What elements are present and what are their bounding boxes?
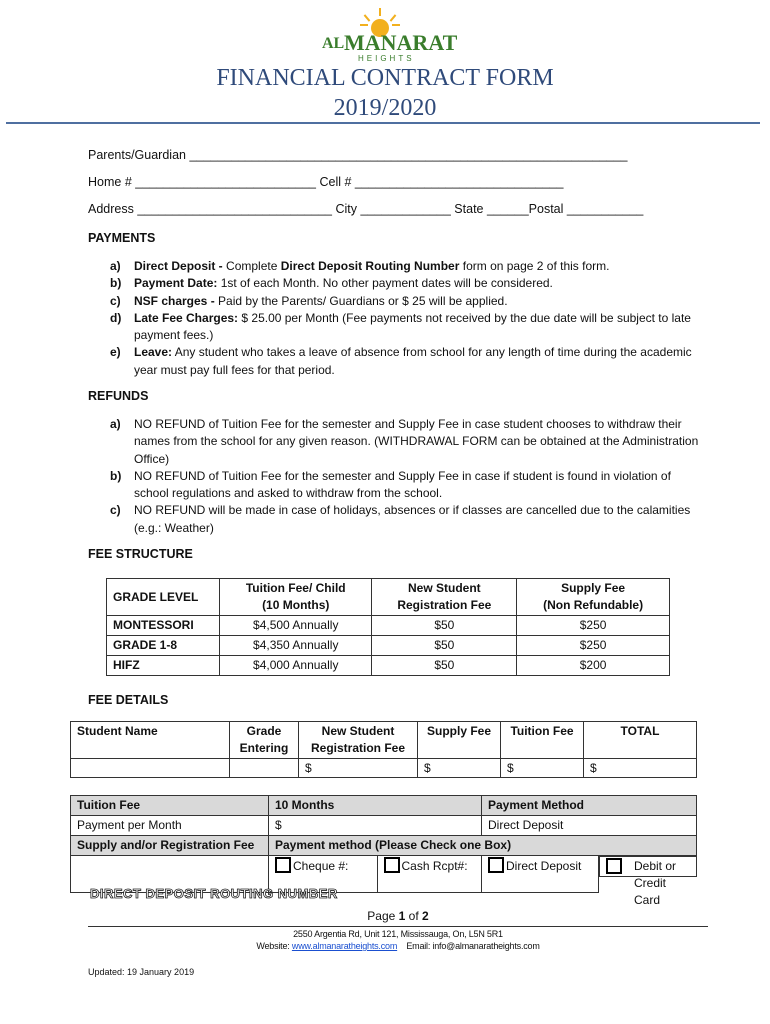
list-item: c) NSF charges - Paid by the Parents/ Guardians or $ 25 will be applied. (110, 293, 508, 308)
header-cell: Tuition Fee/ Child (10 Months) (220, 579, 372, 616)
list-item: e) Leave: Any student who takes a leave of absence from school for any length of time during the academic year must pay full fees for that period. (110, 345, 692, 377)
ten-months-label: 10 Months (269, 796, 482, 816)
payments-list (110, 258, 700, 379)
ddrn-heading: DIRECT DEPOSIT ROUTING NUMBER (90, 886, 338, 901)
table-row (107, 636, 670, 656)
title-divider (6, 122, 760, 124)
page-number: Page 1 of 2 (367, 909, 429, 923)
direct-deposit-option[interactable] (482, 856, 599, 893)
table-cell: HIFZ (107, 656, 220, 676)
email-text: Email: info@almanaratheights.com (406, 941, 540, 951)
contact-line: Website: www.almanaratheights.com Email: info@almanaratheights.com (256, 941, 540, 951)
table-cell: $250 (517, 616, 670, 636)
table-cell: $4,350 Annually (220, 636, 372, 656)
direct-deposit-value: Direct Deposit (482, 816, 697, 836)
method-check-label: Payment method (Please Check one Box) (269, 836, 697, 856)
grade-input[interactable] (230, 759, 299, 778)
header-cell: Supply Fee (Non Refundable) (517, 579, 670, 616)
table-cell: GRADE 1-8 (107, 636, 220, 656)
checkbox-icon[interactable] (488, 857, 504, 873)
tuition-fee-input[interactable]: $ (501, 759, 584, 778)
cash-label: Cash Rcpt#: (401, 859, 468, 873)
table-cell: $50 (372, 636, 517, 656)
checkbox-icon[interactable] (606, 858, 622, 874)
school-logo (318, 6, 458, 68)
list-item: c) NO REFUND will be made in case of holidays, absences or if classes are cancelled due to the calamities (e.g.: Weather) (110, 503, 691, 535)
address-field[interactable]: Address ____________________________ City _____________ State ______Postal ___________ (88, 202, 644, 216)
header-cell: Tuition Fee (501, 722, 584, 759)
fee-structure-table (106, 578, 670, 676)
per-month-amount-input[interactable]: $ (269, 816, 482, 836)
table-cell: MONTESSORI (107, 616, 220, 636)
total-input[interactable]: $ (584, 759, 697, 778)
logo-al: AL (322, 35, 345, 52)
list-item: a) NO REFUND of Tuition Fee for the semester and Supply Fee in case student chooses to withdraw their names from the school for any given reason. (WITHDRAWAL FORM can be obtained at the Administration Office) (110, 417, 699, 466)
table-row (71, 796, 697, 816)
form-year: 2019/2020 (333, 95, 437, 121)
logo-manarat: MANARAT (344, 30, 458, 55)
cheque-label: Cheque #: (293, 859, 349, 873)
refunds-list (110, 416, 700, 537)
checkbox-icon[interactable] (384, 857, 400, 873)
fee-structure-heading: FEE STRUCTURE (88, 547, 193, 561)
header-cell: New Student Registration Fee (372, 579, 517, 616)
supply-fee-input[interactable]: $ (418, 759, 501, 778)
sun-logo-icon (318, 6, 458, 68)
tuition-fee-label: Tuition Fee (71, 796, 269, 816)
table-cell: $50 (372, 656, 517, 676)
table-header-row (71, 722, 697, 759)
student-name-input[interactable] (71, 759, 230, 778)
header-cell: New Student Registration Fee (299, 722, 418, 759)
header-cell: Student Name (71, 722, 230, 759)
per-month-label: Payment per Month (71, 816, 269, 836)
table-row (107, 656, 670, 676)
header-cell: GRADE LEVEL (107, 579, 220, 616)
direct-deposit-label: Direct Deposit (506, 859, 582, 873)
checkbox-icon[interactable] (275, 857, 291, 873)
header-cell: TOTAL (584, 722, 697, 759)
payments-heading: PAYMENTS (88, 231, 156, 245)
parents-field[interactable]: Parents/Guardian _______________________________________________________________ (88, 148, 628, 162)
list-item: a) Direct Deposit - Complete Direct Deposit Routing Number form on page 2 of this form. (110, 259, 610, 273)
website-link[interactable]: www.almanaratheights.com (291, 941, 398, 951)
form-title: FINANCIAL CONTRACT FORM (216, 65, 554, 91)
header-cell: Supply Fee (418, 722, 501, 759)
updated-date: Updated: 19 January 2019 (88, 967, 195, 977)
table-cell: $50 (372, 616, 517, 636)
address-line: 2550 Argentia Rd, Unit 121, Mississauga, On, L5N 5R1 (293, 929, 503, 939)
fee-details-table (70, 721, 697, 778)
supply-registration-label: Supply and/or Registration Fee (71, 836, 269, 856)
logo-heights: HEIGHTS (358, 54, 415, 63)
list-item: b) Payment Date: 1st of each Month. No other payment dates will be considered. (110, 276, 553, 291)
table-cell: $250 (517, 636, 670, 656)
table-cell: $200 (517, 656, 670, 676)
footer-divider (88, 926, 708, 927)
table-cell: $4,000 Annually (220, 656, 372, 676)
list-item: b) NO REFUND of Tuition Fee for the semester and Supply Fee in case if student is found in violation of school regulations and asked to withdraw from the school. (110, 468, 671, 501)
phone-field[interactable]: Home # __________________________ Cell # ______________________________ (88, 175, 564, 189)
fee-details-heading: FEE DETAILS (88, 693, 169, 707)
card-label: Debit or Credit Card (634, 859, 677, 907)
header-cell: Grade Entering (230, 722, 299, 759)
table-row (71, 759, 697, 778)
table-cell: $4,500 Annually (220, 616, 372, 636)
payment-method-label: Payment Method (482, 796, 697, 816)
list-item: d) Late Fee Charges: $ 25.00 per Month (Fee payments not received by the due date will be subject to late payment fees.) (110, 310, 691, 343)
table-row (71, 816, 697, 836)
table-header-row (107, 579, 670, 616)
card-option[interactable] (599, 856, 697, 907)
refunds-heading: REFUNDS (88, 389, 149, 403)
cash-option[interactable] (377, 856, 481, 893)
table-row (71, 836, 697, 856)
registration-fee-input[interactable]: $ (299, 759, 418, 778)
table-row (107, 616, 670, 636)
